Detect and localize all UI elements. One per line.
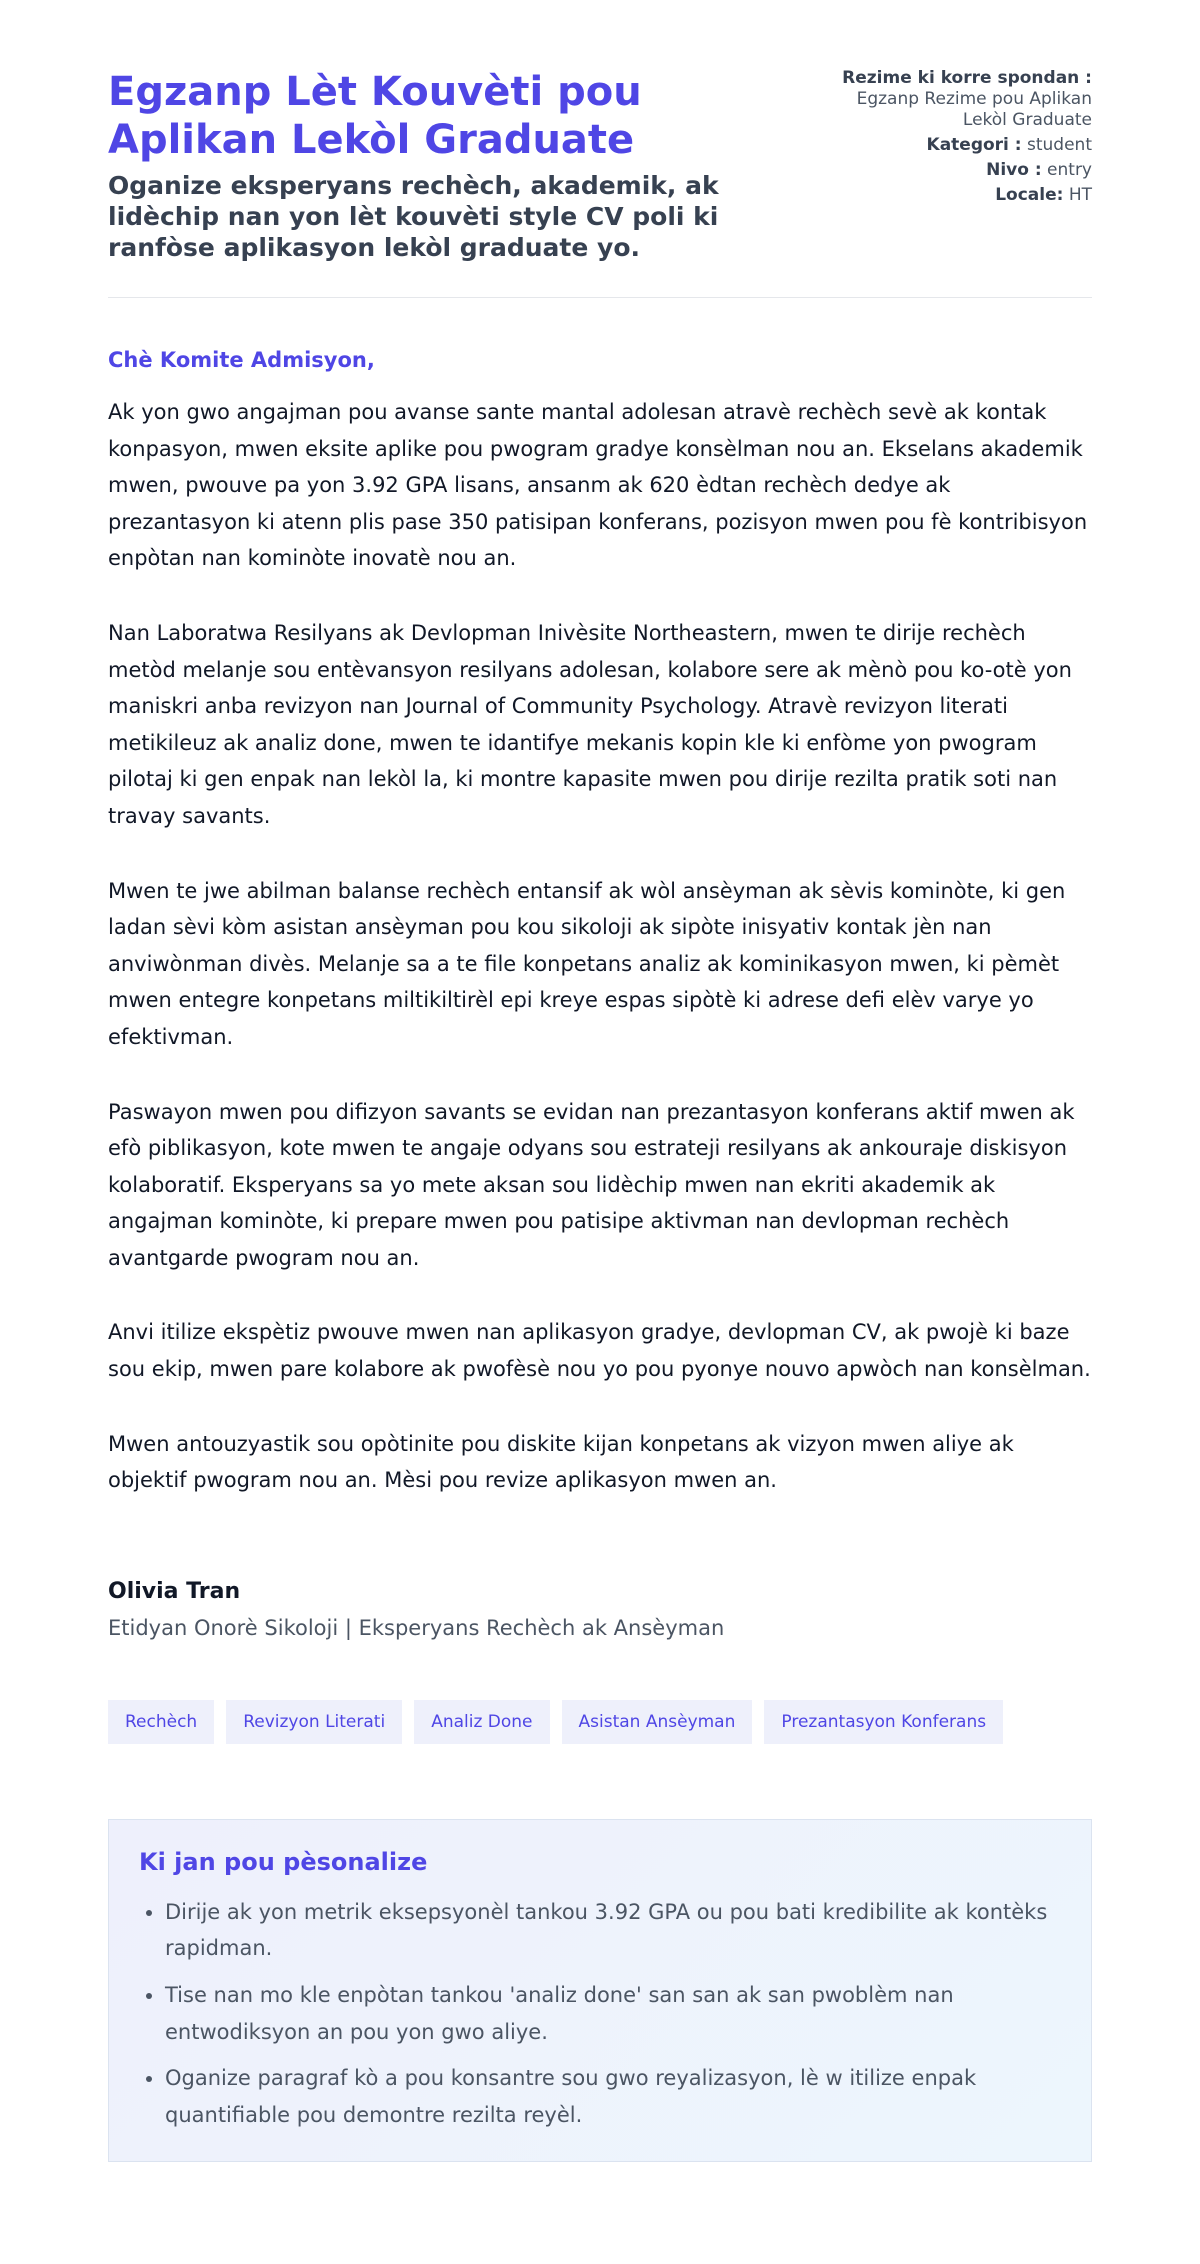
title-block — [108, 68, 758, 263]
meta-category-value: student — [1027, 135, 1092, 155]
skill-tag: Asistan Ansèyman — [562, 1700, 753, 1744]
meta-locale-label: Locale: — [995, 185, 1064, 205]
letter-paragraph: Nan Laboratwa Resilyans ak Devlopman Inivèsite Northeastern, mwen te dirije rechèch metòd melanje sou entèvansyon resilyans adolesan, kolabore sere ak mènò pou ko-otè yon maniskri anba revizyon nan Journal of Community Psychology. Atravè revizyon literati metikileuz ak analiz done, mwen te idantifye mekanis kopin kle ki enfòme yon pwogram pilotaj ki gen enpak nan lekòl la, ki montre kapasite mwen pou dirije rezilta pratik soti nan travay savants. — [108, 620, 1072, 828]
meta-panel — [832, 68, 1092, 210]
meta-resume-value: Egzanp Rezime pou Aplikan Lekòl Graduate — [856, 89, 1092, 130]
salutation: Chè Komite Admisyon, — [108, 348, 375, 372]
signature-role: Etidyan Onorè Sikoloji | Eksperyans Rechèch ak Ansèyman — [108, 1615, 725, 1640]
tips-item: • Dirije ak yon metrik eksepsyonèl tankou 3.92 GPA ou pou bati kredibilite ak kontèks rapidman. — [165, 1894, 1061, 1967]
skill-tag: Revizyon Literati — [226, 1700, 402, 1744]
meta-level-value: entry — [1047, 160, 1092, 180]
meta-level-label: Nivo : — [986, 160, 1042, 180]
tips-item: • Oganize paragraf kò a pou konsantre sou gwo reyalizasyon, lè w itilize enpak quantifiable pou demontre rezilta reyèl. — [165, 2060, 1061, 2133]
tips-list — [139, 1894, 1061, 2134]
letter-body — [108, 394, 1092, 1499]
meta-category-label: Kategori : — [926, 135, 1022, 155]
tips-title: Ki jan pou pèsonalize — [139, 1847, 428, 1876]
tips-item: • Tise nan mo kle enpòtan tankou 'analiz done' san san ak san pwoblèm nan entwodiksyon an pou yon gwo aliye. — [165, 1977, 1061, 2050]
meta-resume — [832, 68, 1092, 131]
page-subtitle: Oganize eksperyans rechèch, akademik, ak lidèchip nan yon lèt kouvèti style CV poli ki ranfòse aplikasyon lekòl graduate yo. — [108, 171, 719, 262]
signature-name: Olivia Tran — [108, 1578, 241, 1604]
meta-category — [832, 135, 1092, 156]
signature — [108, 1579, 1092, 1640]
skill-tags — [108, 1700, 1092, 1744]
letter-paragraph: Mwen antouzyastik sou opòtinite pou diskite kijan konpetans ak vizyon mwen aliye ak objektif pwogram nou an. Mèsi pou revize aplikasyon mwen an. — [108, 1431, 1014, 1493]
letter-paragraph: Mwen te jwe abilman balanse rechèch entansif ak wòl ansèyman ak sèvis kominòte, ki gen ladan sèvi kòm asistan ansèyman pou kou sikoloji ak sipòte inisyativ kontak jèn nan anviwònman divès. Melanje sa a te file konpetans analiz ak kominikasyon mwen, ki pèmèt mwen entegre konpetans miltikiltirèl epi kreye espas sipòtè ki adrese defi elèv varye yo efektivman. — [108, 878, 1066, 1049]
skill-tag: Analiz Done — [414, 1700, 549, 1744]
meta-level — [832, 160, 1092, 181]
page-title: Egzanp Lèt Kouvèti pou Aplikan Lekòl Graduate — [108, 69, 642, 163]
meta-locale-value: HT — [1068, 185, 1092, 205]
tips-box — [108, 1819, 1092, 2163]
letter-paragraph: Ak yon gwo angajman pou avanse sante mantal adolesan atravè rechèch sevè ak kontak konpasyon, mwen eksite aplike pou pwogram gradye konsèlman nou an. Ekselans akademik mwen, pwouve pa yon 3.92 GPA lisans, ansanm ak 620 èdtan rechèch dedye ak prezantasyon ki atenn plis pase 350 patisipan konferans, pozisyon mwen pou fè kontribisyon enpòtan nan kominòte inovatè nou an. — [108, 400, 1088, 571]
meta-locale — [832, 185, 1092, 206]
letter-paragraph: Anvi itilize ekspètiz pwouve mwen nan aplikasyon gradye, devlopman CV, ak pwojè ki baze sou ekip, mwen pare kolabore ak pwofèsè nou yo pou pyonye nouvo apwòch nan konsèlman. — [108, 1320, 1091, 1382]
header — [108, 68, 1092, 298]
meta-resume-label: Rezime ki korre spondan : — [842, 68, 1092, 88]
skill-tag: Prezantasyon Konferans — [764, 1700, 1003, 1744]
skill-tag: Rechèch — [108, 1700, 214, 1744]
letter-paragraph: Paswayon mwen pou difizyon savants se evidan nan prezantasyon konferans aktif mwen ak efò piblikasyon, kote mwen te angaje odyans sou estrateji resilyans ak ankouraje diskisyon kolaboratif. Eksperyans sa yo mete aksan sou lidèchip mwen nan ekriti akademik ak angajman kominòte, ki prepare mwen pou patisipe aktivman nan devlopman rechèch avantgarde pwogram nou an. — [108, 1099, 1075, 1270]
